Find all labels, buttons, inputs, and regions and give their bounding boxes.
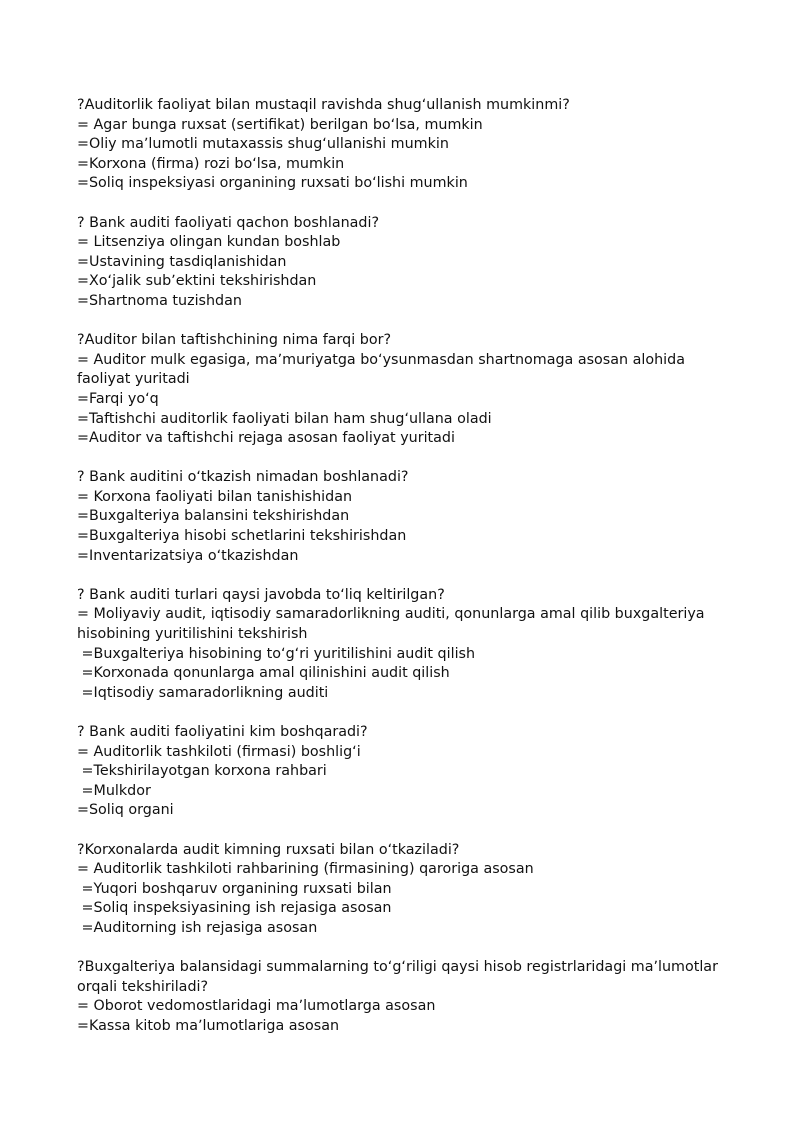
answer-option: =Soliq inspeksiyasi organining ruxsati boʻlishi mumkin bbox=[77, 175, 468, 192]
answer-option: =Ustavining tasdiqlanishidan bbox=[77, 253, 287, 270]
answer-option: =Tekshirilayotgan korxona rahbari bbox=[77, 763, 327, 780]
question-block bbox=[77, 841, 727, 939]
question-block bbox=[77, 586, 727, 704]
question-block bbox=[77, 214, 727, 312]
answer-option: =Shartnoma tuzishdan bbox=[77, 292, 242, 309]
answer-option: =Auditor va taftishchi rejaga asosan faoliyat yuritadi bbox=[77, 430, 455, 447]
answer-option: =Buxgalteriya hisobining toʻgʻri yuritilishini audit qilish bbox=[77, 645, 476, 662]
answer-option: =Taftishchi auditorlik faoliyati bilan ham shugʻullana oladi bbox=[77, 410, 492, 427]
document-content bbox=[77, 96, 727, 1056]
question-block bbox=[77, 958, 727, 1036]
answer-option: = Litsenziya olingan kundan boshlab bbox=[77, 234, 341, 251]
question-text: ? Bank auditi faoliyatini kim boshqaradi? bbox=[77, 724, 368, 740]
answer-option: =Xoʻjalik subʼektini tekshirishdan bbox=[77, 273, 317, 290]
answer-option: =Auditorning ish rejasiga asosan bbox=[77, 919, 318, 936]
question-text: ?Buxgalteriya balansidagi summalarning toʻgʻriligi qaysi hisob registrlaridagi maʼlumotlar orqali tekshiriladi? bbox=[77, 959, 723, 995]
answer-option: = Agar bunga ruxsat (sertifikat) berilgan boʻlsa, mumkin bbox=[77, 116, 483, 133]
answer-option: =Farqi yoʻq bbox=[77, 390, 159, 407]
answer-option: =Buxgalteriya balansini tekshirishdan bbox=[77, 508, 350, 525]
question-block bbox=[77, 723, 727, 821]
answer-option: =Iqtisodiy samaradorlikning auditi bbox=[77, 684, 329, 701]
answer-option: = Auditor mulk egasiga, maʼmuriyatga boʻysunmasdan shartnomaga asosan alohida faoliyat yuritadi bbox=[77, 351, 690, 388]
answer-option: = Auditorlik tashkiloti rahbarining (firmasining) qaroriga asosan bbox=[77, 861, 534, 878]
question-text: ? Bank auditi faoliyati qachon boshlanadi? bbox=[77, 214, 380, 231]
question-block bbox=[77, 96, 727, 194]
question-block bbox=[77, 331, 727, 449]
answer-option: =Korxona (firma) rozi boʻlsa, mumkin bbox=[77, 155, 345, 172]
answer-option: =Buxgalteriya hisobi schetlarini tekshirishdan bbox=[77, 528, 407, 545]
answer-option: =Inventarizatsiya oʻtkazishdan bbox=[77, 547, 299, 564]
answer-option: =Korxonada qonunlarga amal qilinishini audit qilish bbox=[77, 665, 450, 682]
answer-option: =Kassa kitob maʼlumotlariga asosan bbox=[77, 1017, 340, 1034]
question-text: ?Korxonalarda audit kimning ruxsati bilan oʻtkaziladi? bbox=[77, 841, 460, 858]
answer-option: =Mulkdor bbox=[77, 782, 151, 799]
answer-option: = Moliyaviy audit, iqtisodiy samaradorlikning auditi, qonunlarga amal qilib buxgalteriya hisobining yuritilishini tekshirish bbox=[77, 606, 710, 643]
answer-option: =Soliq inspeksiyasining ish rejasiga asosan bbox=[77, 900, 392, 917]
question-text: ?Auditor bilan taftishchining nima farqi bor? bbox=[77, 332, 392, 349]
question-text: ?Auditorlik faoliyat bilan mustaqil ravishda shugʻullanish mumkinmi? bbox=[77, 97, 570, 113]
answer-option: = Auditorlik tashkiloti (firmasi) boshligʻi bbox=[77, 743, 361, 760]
answer-option: = Oborot vedomostlaridagi maʼlumotlarga asosan bbox=[77, 998, 436, 1015]
question-text: ? Bank auditi turlari qaysi javobda toʻliq keltirilgan? bbox=[77, 586, 445, 603]
answer-option: = Korxona faoliyati bilan tanishishidan bbox=[77, 488, 353, 505]
question-block bbox=[77, 468, 727, 566]
answer-option: =Oliy maʼlumotli mutaxassis shugʻullanishi mumkin bbox=[77, 136, 449, 153]
question-text: ? Bank auditini oʻtkazish nimadan boshlanadi? bbox=[77, 469, 409, 486]
answer-option: =Soliq organi bbox=[77, 802, 174, 819]
answer-option: =Yuqori boshqaruv organining ruxsati bilan bbox=[77, 880, 392, 897]
